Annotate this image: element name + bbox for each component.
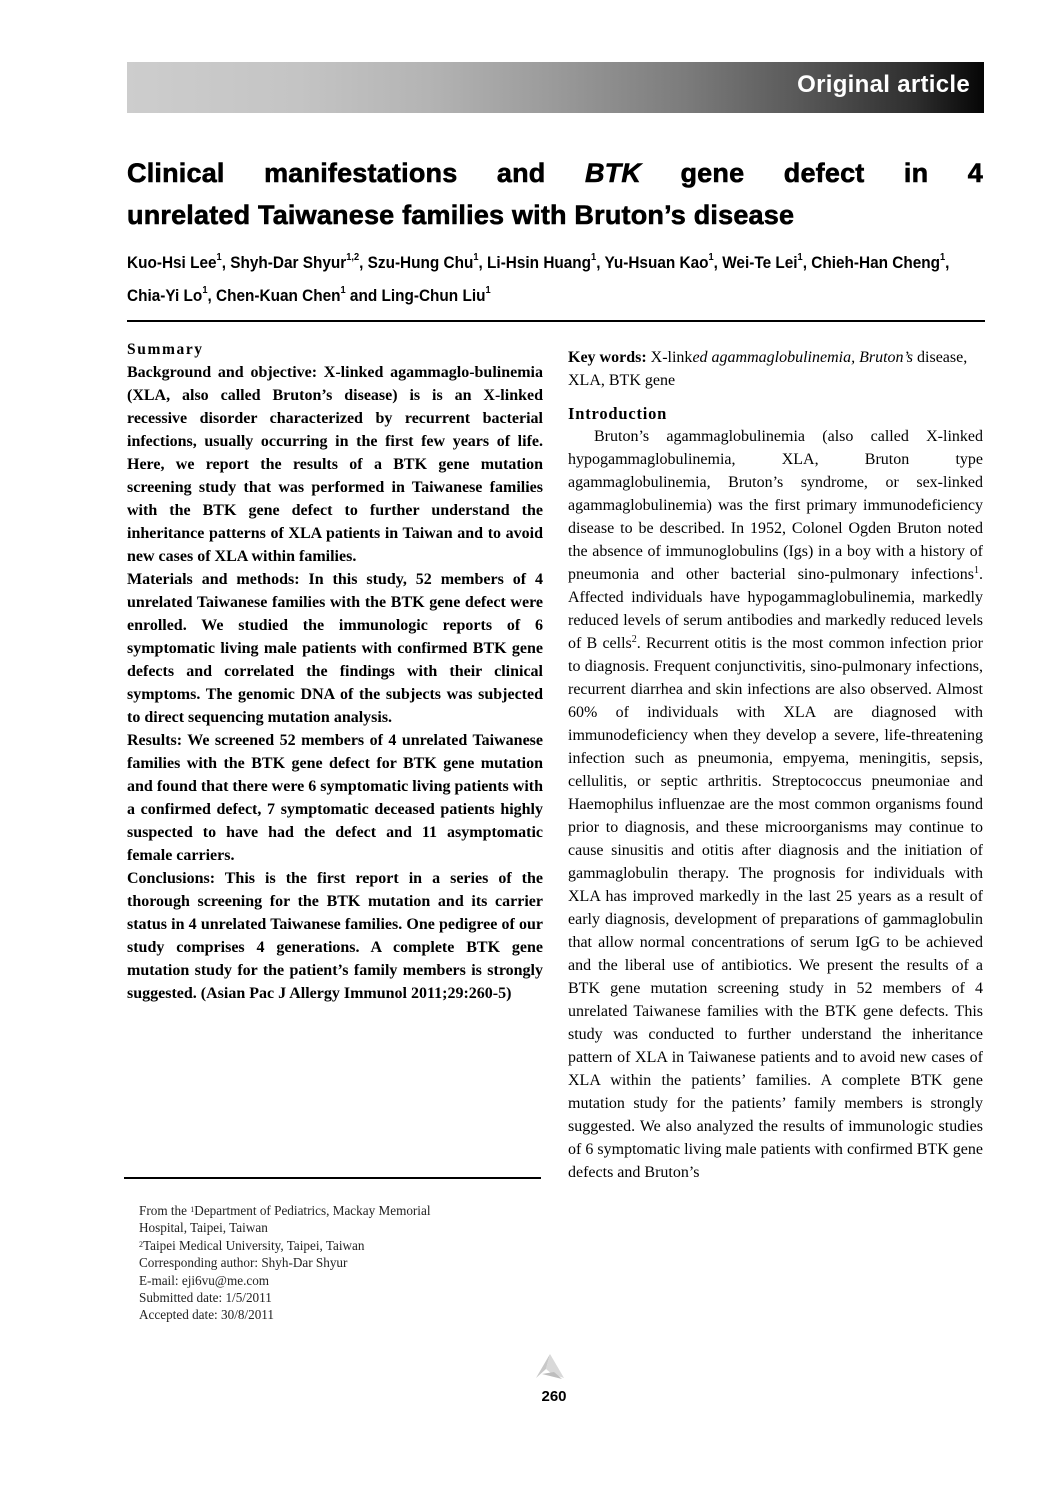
keywords (568, 346, 983, 392)
author-affiliation-marker: 1 (202, 285, 208, 296)
author-name: Kuo-Hsi Lee (127, 254, 217, 272)
header-divider (127, 320, 985, 322)
author-affiliation-marker: 1 (473, 252, 479, 263)
footnote-divider (124, 1177, 541, 1179)
author-affiliation-marker: 1 (939, 252, 946, 263)
email[interactable]: E-mail: eji6vu@me.com (139, 1272, 270, 1288)
author-name: Chia-Yi Lo (127, 287, 203, 305)
author (722, 254, 803, 272)
author-affiliation-marker: 1 (340, 285, 346, 296)
author (368, 254, 479, 272)
affiliation-text: Department of Pediatrics, Mackay Memorial (194, 1203, 431, 1218)
affiliation-text: Taipei Medical University, Taipei, Taiwan (143, 1237, 365, 1253)
author (127, 254, 222, 272)
author-affiliation-marker: 1 (485, 285, 491, 296)
summary-results: Results: We screened 52 members of 4 unrelated Taiwanese families with the BTK gene defect for BTK gene mutation and found that there were 6 symptomatic living patients with a confirmed defect, 7 symptomatic deceased patients highly suspected to have had the defect and 11 asymptomatic female carriers. (127, 732, 543, 864)
author-name: Chen-Kuan Chen (216, 287, 341, 305)
author (604, 254, 713, 272)
corresponding-author: Corresponding author: Shyh-Dar Shyur (139, 1255, 348, 1271)
author-name: Szu-Hung Chu (367, 254, 474, 272)
journal-logo-icon (532, 1352, 568, 1382)
author-affiliation-marker: 1 (797, 252, 803, 263)
affiliation-2 (139, 1237, 539, 1254)
citation-ref[interactable]: 2 (631, 634, 637, 645)
author (216, 287, 346, 305)
citation-ref[interactable]: 1 (974, 565, 979, 576)
author-name: Yu-Hsuan Kao (604, 254, 709, 272)
page-number: 260 (541, 1388, 567, 1405)
author-affiliation-marker: 1 (591, 252, 597, 263)
author (487, 254, 596, 272)
introduction-body (568, 425, 983, 1184)
summary-section (127, 338, 543, 1005)
intro-text: Bruton’s agammaglobulinemia (also called X-linked hypogammaglobulinemia, XLA, Bruton type agammaglobulinemia, Bruton’s syndrome, or sex-linked agammaglobulinemia) was the first primary immunodeficiency disease to be described. In 1952, Colonel Ogden Bruton noted the absence of immunoglobulins (Igs) in a boy with a history of pneumonia and other bacterial sino-pulmonary infections (568, 428, 983, 583)
author-name: Shyh-Dar Shyur (230, 254, 347, 272)
author-name: Chieh-Han Cheng (811, 254, 940, 272)
author (230, 254, 359, 272)
keywords-text: X-link (646, 349, 693, 366)
summary-heading: Summary (127, 341, 204, 358)
author-affiliation-marker: 1,2 (346, 252, 360, 263)
article-title (127, 152, 983, 236)
affiliation-prefix: From the (139, 1203, 191, 1218)
submitted-date: Submitted date: 1/5/2011 (139, 1290, 272, 1306)
keywords-text-italic: ed agammaglobulinemia, Bruton’s (692, 349, 914, 366)
summary-background: Background and objective: X-linked agammaglo-bulinemia (XLA, also called Bruton’s disease) is is an X-linked recessive disorder characterized by recurrent bacterial infections, usually occurring in the first few years of life. Here, we report the results of a BTK gene mutation screening study that was performed in Taiwanese families with the BTK gene defect to further understand the inheritance patterns of XLA patients in Taiwan and to avoid new cases of XLA within families. (127, 364, 543, 565)
summary-conclusions: Conclusions: This is the first report in a series of the thorough screening for the BTK mutation and its carrier status in 4 unrelated Taiwanese families. One pedigree of our study comprises 4 generations. A complete BTK gene mutation study for the patient’s family members is strongly suggested. (Asian Pac J Allergy Immunol 2011;29:260-5) (127, 870, 543, 1002)
right-column (568, 346, 983, 1184)
title-text: Clinical manifestations and (127, 158, 585, 188)
title-text: gene defect in 4 (641, 158, 983, 188)
intro-text: . Recurrent otitis is the most common infection prior to diagnosis. Frequent conjunctivitis, sino-pulmonary infections, recurrent diarrhea and skin infections are also observed. Almost 60% of individuals with XLA are diagnosed with immunodeficiency when they develop a severe, life-threatening infection such as pneumonia, empyema, meningitis, sepsis, cellulitis, or septic arthritis. Streptococcus pneumoniae and Haemophilus influenzae are the most common organisms found prior to diagnosis, and these microorganisms may continue to cause sinusitis and otitis after diagnosis and the initiation of gammaglobulin therapy. The prognosis for individuals with XLA has improved markedly in the last 25 years as a result of early diagnosis, development of preparations of gammaglobulin that allow normal concentrations of serum IgG to be achieved and the liberal use of antibiotics. We present the results of a BTK gene mutation screening study in 52 members of 4 unrelated Taiwanese families with the BTK gene defects. This study was conducted to further understand the inheritance pattern of XLA in Taiwanese patients and to avoid new cases of XLA within the patients’ families. A complete BTK gene mutation study for the patients’ family members is strongly suggested. We also analyzed the results of immunologic studies of 6 symptomatic living male patients with confirmed BTK gene defects and Bruton’s (568, 635, 983, 1181)
article-type-banner (127, 62, 984, 113)
accepted-date: Accepted date: 30/8/2011 (139, 1307, 275, 1323)
affiliation-1-cont: Hospital, Taipei, Taiwan (139, 1220, 268, 1236)
intro-text: . Affected individuals have hypogammaglobulinemia, markedly reduced levels of serum antibodies and markedly reduced levels of B cells (568, 566, 983, 652)
author (811, 254, 945, 272)
keywords-label: Key words: (568, 349, 647, 366)
affiliation-1 (139, 1202, 539, 1219)
author-affiliation-marker: 1 (708, 252, 714, 263)
title-gene-name: BTK (584, 158, 642, 188)
title-line-2: unrelated Taiwanese families with Bruton’s disease (127, 200, 795, 230)
author-list: Kuo-Hsi Lee$^1$, Shyh-Dar Shyur$^{1,2}$, Szu-Hung Chu$^1$, Li-Hsin Huang$^1$, Yu-Hsuan Kao$^1$, Wei-Te Lei$^1$, Chieh-Han Cheng$^1$, Chia-Yi Lo$^1$, Chen-Kuan Chen$^1$ and Ling-Chun Liu$^1$ (127, 252, 950, 305)
author-name: Li-Hsin Huang (487, 254, 592, 272)
author-name: Wei-Te Lei (722, 254, 798, 272)
affiliations-footnote (139, 1202, 539, 1324)
keywords-text: disease, XLA, BTK gene (568, 349, 968, 389)
author-name: Ling-Chun Liu (381, 287, 486, 305)
author-affiliation-marker: 1 (216, 252, 222, 263)
introduction-heading: Introduction (568, 404, 668, 423)
affiliation-marker: 2 (139, 1239, 143, 1249)
affiliation-marker: 1 (190, 1205, 195, 1214)
author (381, 287, 490, 305)
author (127, 287, 207, 305)
summary-methods: Materials and methods: In this study, 52 members of 4 unrelated Taiwanese families with the BTK gene defect were enrolled. We studied the immunologic reports of 6 symptomatic living male patients with confirmed BTK gene defects and correlated the findings with their clinical symptoms. The genomic DNA of the subjects was subjected to direct sequencing mutation analysis. (127, 571, 543, 726)
title-line-1 (127, 152, 983, 194)
article-type-label: Original article (797, 71, 970, 98)
